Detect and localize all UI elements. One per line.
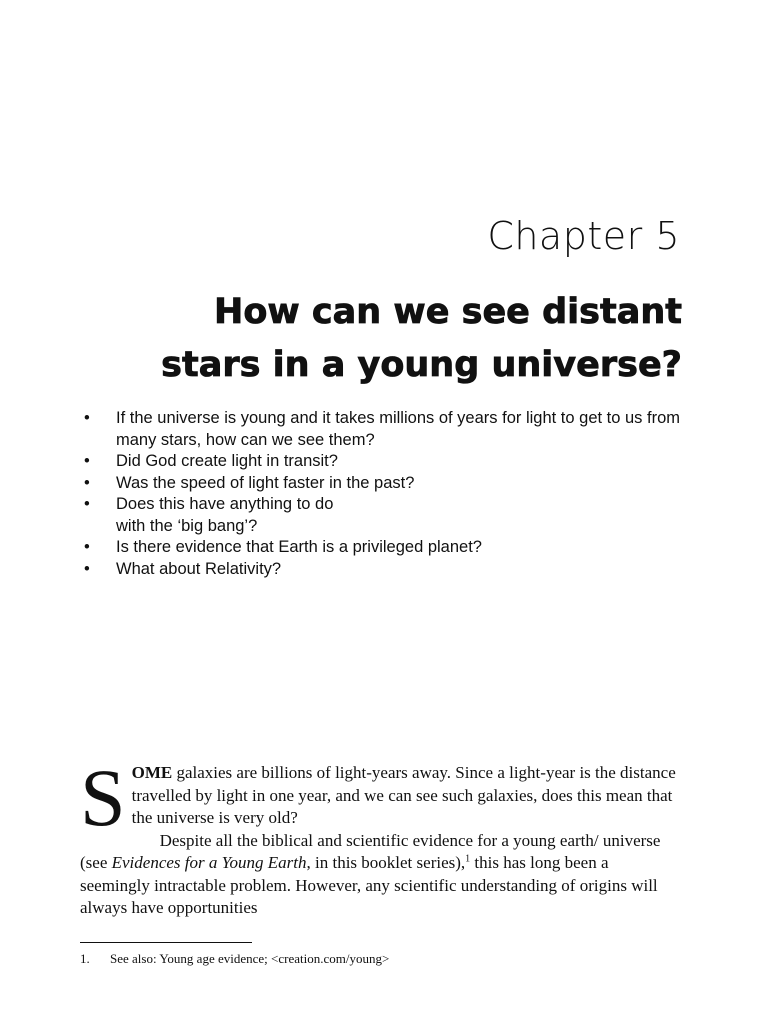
chapter-title-line-2: stars in a young universe? xyxy=(161,345,682,385)
question-item xyxy=(82,408,702,451)
question-item xyxy=(82,494,702,537)
paragraph-2-text-a: Despite all the biblical and scientific evidence for a young earth/ universe (see xyxy=(80,830,661,872)
bullet-icon: • xyxy=(84,538,90,556)
bullet-icon: • xyxy=(84,495,90,513)
question-text: Is there evidence that Earth is a privileged planet? xyxy=(116,538,482,556)
footnote-number: 1. xyxy=(80,951,90,966)
paragraph-2-text-b: , in this booklet series), xyxy=(306,853,466,872)
question-item xyxy=(82,537,702,559)
booklet-title: Evidences for a Young Earth xyxy=(111,853,307,872)
footnote-reference: 1 xyxy=(465,853,471,865)
chapter-label: Chapter 5 xyxy=(487,214,680,258)
question-text: Was the speed of light faster in the past? xyxy=(116,473,415,492)
paragraph-2 xyxy=(80,830,680,920)
question-text: Does this have anything to do with the ‘big bang’? xyxy=(116,495,334,535)
bullet-icon: • xyxy=(84,409,90,427)
footnote-divider xyxy=(80,942,252,943)
paragraph-1 xyxy=(80,752,680,843)
question-item xyxy=(82,473,702,495)
body-text xyxy=(80,752,680,920)
question-text: What about Relativity? xyxy=(116,559,282,578)
paragraph-1-text: galaxies are billions of light-years away. Since a light-year is the distance travelled by light in one year, and we can see such galaxies, does this mean that the universe is very old? xyxy=(131,763,676,827)
question-item xyxy=(82,451,702,473)
bullet-icon: • xyxy=(84,559,90,578)
chapter-title-line-1: How can we see distant xyxy=(214,292,682,332)
lead-small-caps: OME xyxy=(131,763,173,782)
drop-cap: S xyxy=(80,752,126,843)
question-list xyxy=(82,408,702,580)
bullet-icon: • xyxy=(84,473,90,492)
paragraph-2-text-c: this has long been a seemingly intractable problem. However, any scientific understanding of origins will always have opportunities xyxy=(80,853,658,917)
question-text: If the universe is young and it takes millions of years for light to get to us from many stars, how can we see them? xyxy=(116,409,681,449)
chapter-title xyxy=(42,286,682,392)
footnote-text: See also: Young age evidence; <creation.com/young> xyxy=(110,951,390,966)
question-item xyxy=(82,559,702,581)
bullet-icon: • xyxy=(84,452,90,470)
question-text: Did God create light in transit? xyxy=(116,452,338,470)
footnote xyxy=(80,951,389,967)
